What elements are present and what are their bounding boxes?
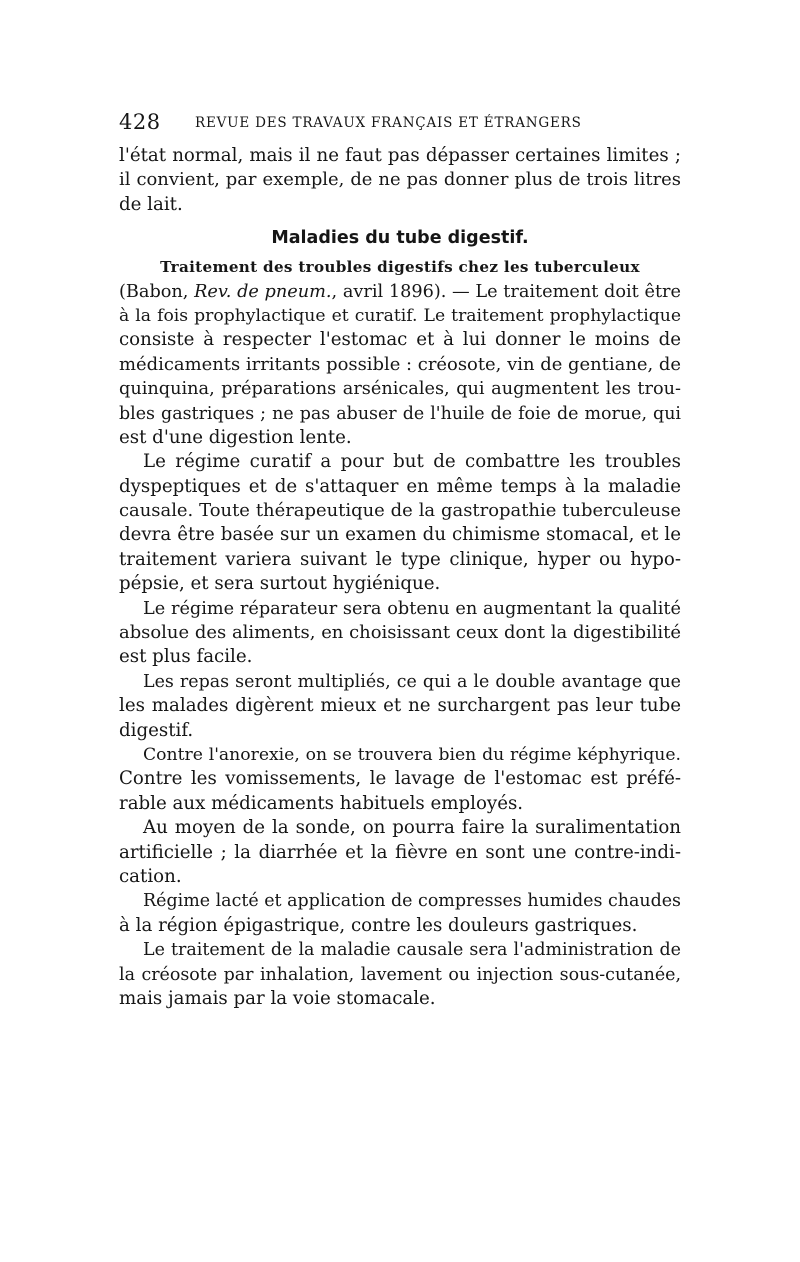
page-number: 428 xyxy=(119,110,161,134)
book-page xyxy=(119,108,681,1011)
text-line: Régime lacté et application de compresses humides chaudes xyxy=(143,891,681,912)
text-line: traitement variera suivant le type clinique, hyper ou hypo- xyxy=(119,548,681,570)
text-line: Le traitement de la maladie causale sera l'administration de xyxy=(143,940,681,961)
article xyxy=(119,255,681,1011)
text-line: mais jamais par la voie stomacale. xyxy=(119,987,436,1009)
text-line: Le régime curatif a pour but de combattre les troubles xyxy=(143,451,681,473)
citation-journal: Rev. de pneum. xyxy=(194,281,332,302)
text-line: à la fois prophylactique et curatif. Le traitement prophylactique xyxy=(119,305,681,326)
text-line: quinquina, préparations arsénicales, qui augmentent les trou- xyxy=(119,379,681,400)
intro-paragraph xyxy=(119,144,681,217)
running-head xyxy=(119,108,681,144)
text-line: Contre l'anorexie, on se trouvera bien du régime képhyrique. xyxy=(143,744,681,765)
text-line: est plus facile. xyxy=(119,646,253,668)
paragraph-meals xyxy=(119,670,681,743)
text-line: il convient, par exemple, de ne pas donner plus de trois litres xyxy=(119,169,681,191)
text-line: de lait. xyxy=(119,193,183,215)
citation-line xyxy=(119,280,681,304)
text-line: Contre les vomissements, le lavage de l'estomac est préfé- xyxy=(119,768,681,790)
text-line: à la région épigastrique, contre les douleurs gastriques. xyxy=(119,914,638,936)
paragraph-anorexia xyxy=(119,743,681,816)
text-line: pépsie, et sera surtout hygiénique. xyxy=(119,573,441,595)
text-line: artificielle ; la diarrhée et la fièvre en sont une contre-indi- xyxy=(119,841,681,863)
text-line: médicaments irritants possible : créosote, vin de gentiane, de xyxy=(119,353,681,375)
text-line: causale. Toute thérapeutique de la gastropathie tuberculeuse xyxy=(119,500,681,522)
text-line: rable aux médicaments habituels employés. xyxy=(119,792,524,814)
running-title: REVUE DES TRAVAUX FRANÇAIS ET ÉTRANGERS xyxy=(195,115,582,131)
citation-rest: , avril 1896). — Le traitement doit être xyxy=(331,281,681,302)
text-line: digestif. xyxy=(119,719,194,741)
text-line: dyspeptiques et de s'attaquer en même temps à la maladie xyxy=(119,475,681,497)
text-line: devra être basée sur un examen du chimisme stomacal, et le xyxy=(119,524,681,546)
text-line: absolue des aliments, en choisissant ceux dont la digestibilité xyxy=(119,622,681,644)
paragraph-prophylaxis xyxy=(119,304,681,450)
text-line: bles gastriques ; ne pas abuser de l'huile de foie de morue, qui xyxy=(119,403,681,424)
text-line: l'état normal, mais il ne faut pas dépasser certaines limites ; xyxy=(119,145,681,166)
citation-author: (Babon, xyxy=(119,281,195,302)
text-line: les malades digèrent mieux et ne surchargent pas leur tube xyxy=(119,695,681,717)
paragraph-milk-diet xyxy=(119,889,681,938)
paragraph-probe xyxy=(119,816,681,889)
text-line: cation. xyxy=(119,865,182,887)
text-line: est d'une digestion lente. xyxy=(119,426,352,448)
paragraph-curative xyxy=(119,450,681,596)
text-line: Au moyen de la sonde, on pourra faire la suralimentation xyxy=(143,817,681,839)
paragraph-creosote xyxy=(119,938,681,1011)
text-line: consiste à respecter l'estomac et à lui donner le moins de xyxy=(119,329,681,351)
text-line: la créosote par inhalation, lavement ou injection sous-cutanée, xyxy=(119,964,681,985)
section-heading: Maladies du tube digestif. xyxy=(271,228,529,249)
text-line: Le régime réparateur sera obtenu en augmentant la qualité xyxy=(143,598,681,619)
article-title: Traitement des troubles digestifs chez les tuberculeux xyxy=(160,258,640,277)
text-line: Les repas seront multipliés, ce qui a le double avantage que xyxy=(143,671,681,692)
paragraph-restorative xyxy=(119,597,681,670)
